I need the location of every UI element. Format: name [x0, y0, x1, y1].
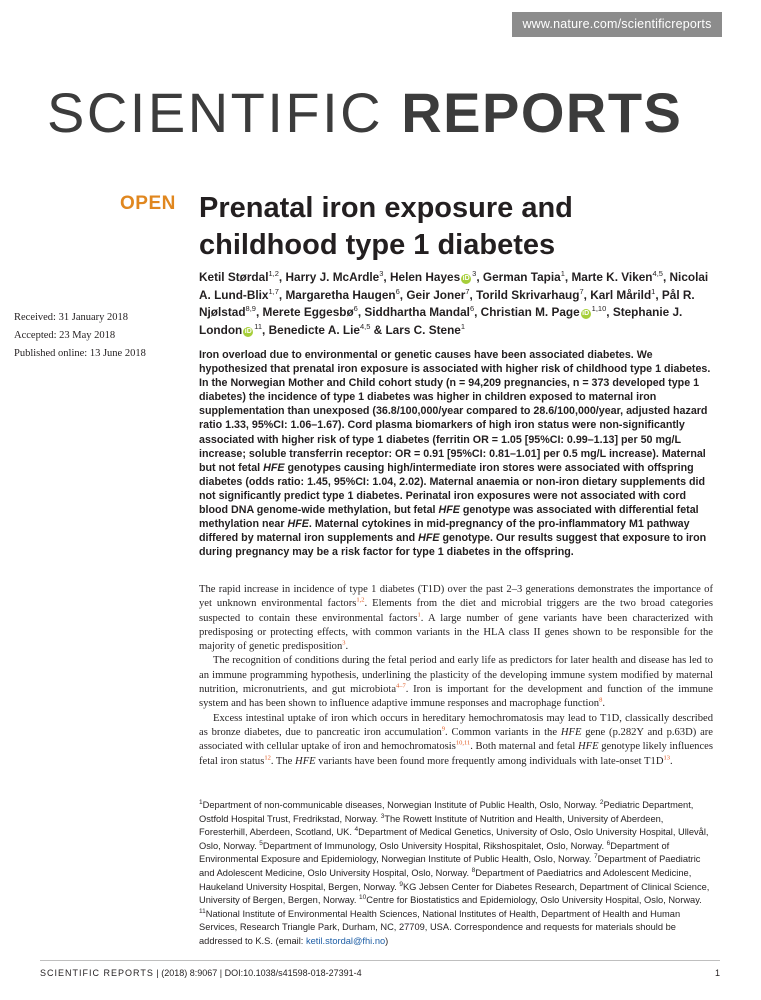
author-name[interactable]: Marte K. Viken: [571, 270, 653, 284]
affiliation-text: The Rowett Institute of Nutrition and Health, University of Aberdeen, Foresterhill, Aberdeen, Scotland, UK.: [199, 813, 664, 838]
author-name[interactable]: Siddhartha Mandal: [364, 305, 470, 319]
affiliation-number: 6: [606, 839, 611, 847]
author-affiliation-ref: 8,9: [245, 304, 256, 314]
abstract-text: Iron overload due to environmental or genetic causes have been associated diabetes. We hypothesized that prenatal iron exposure is associated with higher risk of childhood type 1 diabetes. In the Norwegian Mother and Child cohort study (n = 94,209 pregnancies, n = 373 developed type 1 diabetes) the incidence of type 1 diabetes was higher in children exposed to maternal iron supplementation than unexposed (36.8/100,000/year compared to 28.6/100,000/year, adjusted hazard ratio 1.33, 95%CI: 1.06–1.67). Cord plasma biomarkers of high iron status were non-significantly associated with higher risk of type 1 diabetes (ferritin OR = 1.05 [95%CI: 0.99–1.13] per 50 mg/L increase; soluble transferrin receptor: OR = 0.91 [95%CI: 0.81–1.01] per 0.5 mg/L increase). Maternal but not fetal: [199, 349, 711, 474]
citation-ref[interactable]: 4–7: [396, 682, 406, 690]
author-affiliation-ref: 4,5: [652, 269, 663, 279]
orcid-icon[interactable]: iD: [582, 310, 590, 317]
author-affiliation-ref: 7: [579, 286, 584, 296]
affiliation-text: Department of Paediatric and Adolescent Medicine, Oslo University Hospital, Oslo, Norway.: [199, 854, 701, 878]
abstract-text: genotypes causing high/intermediate iron stores were associated with offspring diabetes (odds ratio: 1.45, 95%CI: 1.04, 2.02). Maternal anaemia or non-iron dietary supplements did not significantly predict type 1 diabetes. Perinatal iron exposures were not associated with cord blood DNA genome-wide methylation, but fetal: [199, 461, 706, 517]
author-affiliation-ref: 3: [472, 269, 477, 279]
article-dates: [14, 309, 174, 363]
affiliation-number: 4: [354, 826, 359, 834]
author-name[interactable]: Torild Skrivarhaug: [476, 287, 580, 302]
affiliation-text: KG Jebsen Center for Diabetes Research, Department of Clinical Science, University of Bergen, Bergen, Norway.: [199, 881, 710, 906]
received-date: Received: 31 January 2018: [14, 312, 129, 323]
orcid-icon[interactable]: iD: [244, 327, 252, 335]
author-affiliation-ref: 6: [353, 304, 358, 314]
affiliation-number: 11: [199, 907, 206, 915]
body-paragraph: Excess intestinal uptake of iron which occurs in hereditary hemochromatosis may lead to T1D, classically described as bronze diabetes, due to pancreatic iron accumulation$^9$. Common variants in the HFE gene (p.282Y and p.63D) are associated with cellular uptake of iron and hemochromatosis$^{10,11}$. Both maternal and fetal HFE genotype likely influences fetal iron status$^{12}$. The HFE variants have been found more frequently among individuals with late-onset $T1D^{13}$.: [199, 712, 714, 767]
author-name[interactable]: Helen Hayes: [389, 270, 461, 284]
affiliation-number: 10: [359, 894, 367, 902]
gene-name: HFE: [287, 518, 309, 531]
journal-url-badge[interactable]: www.nature.com/scientificreports: [512, 12, 722, 37]
author-name[interactable]: Harry J. McArdle: [285, 270, 380, 284]
affiliation-number: 3: [380, 812, 385, 820]
affiliations: [199, 799, 713, 949]
author-name[interactable]: Christian M. Page: [480, 305, 580, 319]
citation-ref[interactable]: 1,2: [356, 596, 365, 604]
article-title: Prenatal iron exposure and childhood type 1 diabetes: [199, 192, 573, 261]
footer-citation: | (2018) 8:9067 | DOI:10.1038/s41598-018-27391-4: [153, 968, 362, 978]
abstract: [199, 348, 713, 559]
author-affiliation-ref: 7: [465, 286, 470, 296]
citation-ref[interactable]: 8: [599, 696, 603, 704]
gene-name: HFE: [263, 461, 285, 474]
citation-ref[interactable]: 12: [264, 754, 271, 762]
gene-name: HFE: [438, 504, 460, 517]
affiliation-number: 8: [471, 866, 476, 874]
abstract-text: . Maternal cytokines in mid-pregnancy of the pro-inflammatory M1 pathway differed by maternal iron supplements and: [199, 518, 690, 545]
author-name[interactable]: Lars C. Stene: [385, 322, 461, 337]
correspondence-close: ): [385, 935, 389, 946]
affiliation-text: Department of Medical Genetics, University of Oslo, Oslo University Hospital, Ullevål, Oslo, Norway.: [199, 827, 709, 851]
author-affiliation-ref: 1,7: [268, 286, 279, 296]
affiliation-number: 9: [399, 880, 403, 888]
author-name[interactable]: Merete Eggesbø: [262, 305, 354, 319]
citation-ref[interactable]: 10,11: [455, 739, 471, 747]
affiliation-text: Pediatric Department, Ostfold Hospital Trust, Fredrikstad, Norway.: [199, 800, 694, 824]
abstract-text: genotype. Our results suggest that exposure to iron during pregnancy may be a risk factor for type 1 diabetes in the offspring.: [199, 532, 707, 559]
citation-ref[interactable]: 9: [441, 725, 446, 733]
open-access-label: OPEN: [120, 193, 176, 214]
accepted-date: Accepted: 23 May 2018: [14, 330, 116, 341]
author-name[interactable]: Nicolai A. Lund-Blix: [199, 270, 709, 302]
citation-ref[interactable]: 13: [663, 754, 670, 762]
page-footer: [40, 966, 720, 980]
correspondence-email-link[interactable]: ketil.stordal@fhi.no: [305, 935, 386, 946]
published-date: Published online: 13 June 2018: [14, 348, 146, 359]
author-name[interactable]: Benedicte A. Lie: [268, 322, 360, 337]
affiliation-text: Centre for Biostatistics and Epidemiology, Oslo University Hospital, Oslo, Norway.: [366, 895, 702, 906]
masthead-light: SCIENTIFIC: [47, 81, 402, 144]
footer-divider: [40, 960, 720, 961]
citation-ref[interactable]: 3: [342, 639, 346, 647]
author-affiliation-ref: 1: [460, 321, 466, 331]
author-affiliation-ref: 3: [379, 269, 384, 279]
author-name[interactable]: Karl Mårild: [590, 287, 652, 302]
journal-masthead: [47, 82, 717, 144]
author-name[interactable]: Margaretha Haugen: [285, 287, 396, 302]
body-paragraph: The recognition of conditions during the fetal period and early life as predictors for later health and disease has led to an immune programming hypothesis, underlining the plasticity of the developing immune system modified by maternal nutrition, micronutrients, and gut microbiota$^{4-7}$. Iron is important for the development and function of the immune system and has been shown to influence adaptive immune responses and macrophage function$^8$.: [199, 655, 713, 710]
author-name[interactable]: Ketil Størdal: [199, 270, 269, 284]
author-affiliation-ref: 1: [560, 269, 565, 279]
affiliation-text: Department of Paediatrics and Adolescent Medicine, Haukeland University Hospital, Bergen, Norway.: [199, 867, 692, 892]
gene-name: HFE: [418, 532, 440, 545]
author-name[interactable]: Geir Joner: [406, 287, 466, 302]
affiliation-text: Department of non-communicable diseases, Norwegian Institute of Public Health, Oslo, Norway.: [202, 800, 600, 810]
masthead-bold: REPORTS: [401, 81, 683, 144]
author-list: Ketil Størdal$^{1,2}$, Harry J. McArdle$^3$, Helen Hayes $iD^3$, German Tapia$^1$, Marte K. Viken$^{4,5}$, Nicolai A. Lund-Blix$^{1,7}$, Margaretha Haugen$^6$, Geir Joner$^7$, Torild Skrivarhaug$^7$, Karl Mårild$^1$, Pål R. Njølstad$^{8,9}$, Merete Eggesbø$^6$, Siddhartha Mandal$^6$, Christian M. Page iD$^{1,10}$, Stephanie J. London $iD^{11}$, Benedicte A. Lie$^{4,5}$ & Lars C. Stene$^1$: [199, 269, 709, 337]
author-affiliation-ref: 1,2: [268, 269, 279, 279]
affiliation-text: Department of Environmental Exposure and Epidemiology, Norwegian Institute of Public Health, Oslo, Norway.: [199, 840, 670, 865]
author-affiliation-ref: 6: [469, 304, 475, 314]
correspondence-text: Correspondence and requests for materials should be addressed to K.S. (email:: [199, 922, 676, 946]
footer-journal-name: SCIENTIFIC REPORTS: [40, 968, 154, 978]
page-number: 1: [714, 968, 720, 978]
affiliation-number: 5: [259, 839, 263, 847]
affiliation-number: 7: [593, 853, 598, 861]
author-affiliation-ref: 1: [651, 286, 656, 296]
author-name[interactable]: Pål R. Njølstad: [199, 287, 695, 319]
affiliation-text: Department of Immunology, Oslo University Hospital, Rikshospitalet, Oslo, Norway.: [262, 840, 607, 851]
abstract-text: genotype was associated with differential fetal methylation near: [199, 504, 699, 531]
affiliation-text: National Institute of Environmental Health Sciences, National Institutes of Health, Department of Health and Human Services, Research Triangle Park, Durham, NC, 27709, USA.: [199, 908, 681, 933]
author-name[interactable]: German Tapia: [482, 270, 561, 284]
author-affiliation-ref: 1,10: [591, 304, 607, 314]
article-body: [199, 583, 713, 769]
author-affiliation-ref: 6: [395, 286, 400, 296]
orcid-icon[interactable]: iD: [462, 275, 470, 282]
affiliation-number: 1: [199, 798, 203, 806]
affiliation-number: 2: [599, 798, 604, 806]
body-paragraph: The rapid increase in incidence of type 1 diabetes (T1D) over the past 2–3 generations demonstrates the importance of yet unknown environmental factors$^{1,2}$. Elements from the diet and microbial triggers are the two broad categories suspected to contain these environmental factors$^1$. A large number of gene variants have been characterized with predisposing or protecting effects, with common variants in the HLA class II genes shown to be responsible for the majority of genetic predisposition$^3$.: [199, 584, 713, 653]
citation-ref[interactable]: 1: [417, 611, 421, 619]
author-affiliation-ref: 4,5: [359, 321, 371, 331]
author-affiliation-ref: 11: [254, 321, 263, 331]
author-name[interactable]: Stephanie J. London: [199, 305, 683, 337]
